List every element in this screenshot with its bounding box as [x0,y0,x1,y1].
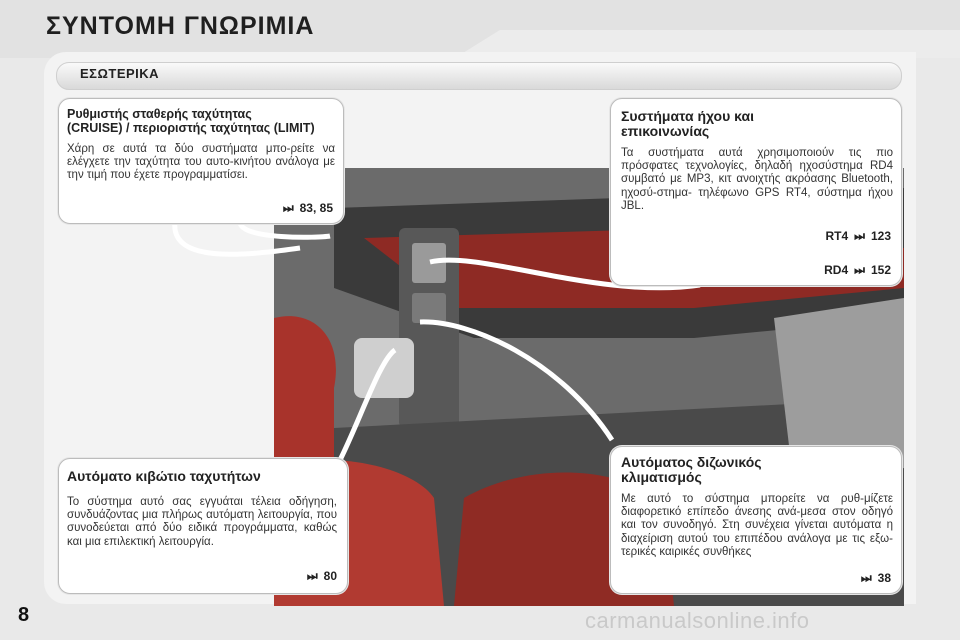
climate-title-line1: Αυτόματος διζωνικός [621,454,762,470]
cruise-ref-pages: 83, 85 [299,201,333,215]
page-ref-icon: ⏭ [306,569,318,583]
audio-systems-box [610,98,902,286]
audio-ref-rt4[interactable] [825,229,891,244]
cruise-control-box [58,98,344,224]
page-title: ΣΥΝΤΟΜΗ ΓΝΩΡΙΜΙΑ [46,12,315,40]
climate-body: Με αυτό το σύστημα μπορείτε να ρυθ-μίζετε διαφορετικό επίπεδο άνεσης ανά-μεσα στον οδηγό και τον συνοδηγό. Στη συνέχεια γίνεται αυτόματα η διαχείριση αυτού του επιπέδου ανάλογα με τις εξω-τερικές καιρικές συνθήκες [621,493,893,558]
rd4-label: RD4 [824,263,849,277]
rt4-page: 123 [870,229,891,243]
page-ref-icon: ⏭ [282,201,294,215]
page-number: 8 [18,604,30,626]
cruise-title-line2: (CRUISE) / περιοριστής ταχύτητας (LIMIT) [67,121,315,135]
gearbox-title: Αυτόματο κιβώτιο ταχυτήτων [67,468,261,484]
watermark: carmanualsonline.info [585,608,810,633]
audio-title-line1: Συστήματα ήχου και [621,108,754,124]
audio-title-line2: επικοινωνίας [621,123,710,139]
section-band [56,62,902,90]
page-ref-icon: ⏭ [854,229,865,243]
page-ref-icon: ⏭ [860,571,872,585]
climate-control-box [610,446,902,594]
cruise-title-line1: Ρυθμιστής σταθερής ταχύτητας [67,107,252,121]
climate-ref[interactable] [861,571,891,586]
audio-title [621,109,893,139]
gearbox-ref-page: 80 [323,569,337,583]
cruise-body: Χάρη σε αυτά τα δύο συστήματα μπο-ρείτε να ελέγχετε την ταχύτητα του αυτο-κινήτου ανάλογα με την τιμή που έχετε προγραμματίσει. [67,143,335,182]
climate-title [621,455,893,485]
gearbox-ref[interactable] [307,569,337,584]
cruise-title [67,107,335,135]
cruise-ref[interactable] [283,201,333,216]
gearbox-body: Το σύστημα αυτό σας εγγυάται τέλεια οδήγηση, συνδυάζοντας μια πλήρως αυτόματη λειτουργία, που συνοδεύεται από δύο ειδικά προγράμματα, καθώς και μια επιλεκτική λειτουργία. [67,496,337,548]
page-ref-icon: ⏭ [854,263,865,277]
rd4-page: 152 [870,263,891,277]
audio-body: Τα συστήματα αυτά χρησιμοποιούν τις πιο πρόσφατες τεχνολογίες, δηλαδή ηχοσύστημα RD4 συμβατό με MP3, κιτ ανοιχτής ακρόασης Bluetooth, ηχοσύ-στημα- τηλέφωνο GPS RT4, σύστημα ήχου JBL. [621,147,893,212]
audio-ref-rd4[interactable] [824,263,891,278]
section-title: ΕΣΩΤΕΡΙΚΑ [80,66,160,81]
automatic-gearbox-box [58,458,348,594]
climate-ref-page: 38 [877,571,891,585]
rt4-label: RT4 [825,229,849,243]
climate-title-line2: κλιματισμός [621,469,702,485]
